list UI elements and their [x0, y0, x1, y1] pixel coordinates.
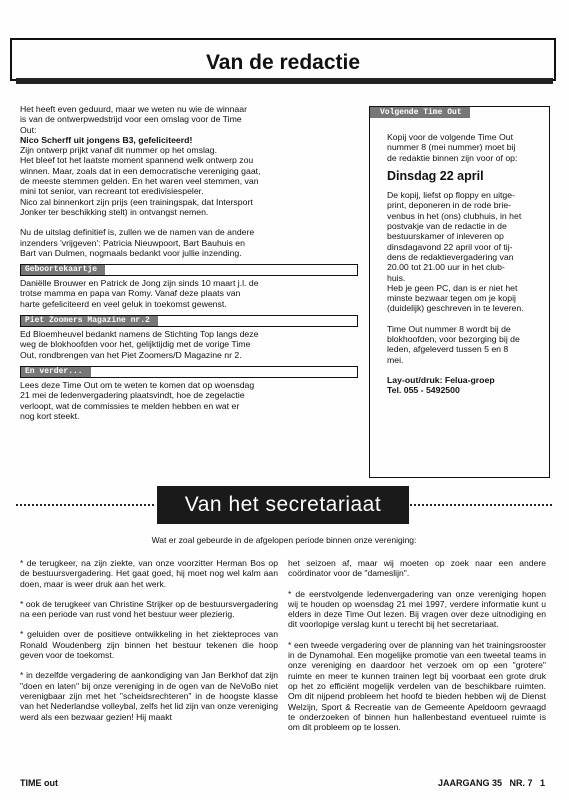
others-line: Bart van Dulmen, nogmaals bedankt voor jullie inzending.: [20, 247, 242, 258]
winner-line: mini tot senior, van recreant tot eredivisiespeler.: [20, 186, 204, 197]
winner-line: Nico zal binnenkort zijn prijs (een trainingspak, dat Intersport: [20, 196, 253, 207]
magazine-line: weg de blokhoofden voor het, gelijktijdig met de vorige Time: [20, 339, 251, 350]
sidebar-intro-line: nummer 8 (mei nummer) moet bij: [387, 142, 516, 153]
secretariat-intro: Wat er zoal gebeurde in de afgelopen periode binnen onze vereniging:: [151, 535, 417, 545]
section-title: Piet Zoomers Magazine nr.2: [21, 316, 158, 326]
secretariat-item: het seizoen af, maar wij moeten op zoek naar een andere coördinator voor de "dameslijn".: [288, 558, 546, 579]
others-line: Nu de uitslag definitief is, zullen we de namen van de andere: [20, 227, 255, 238]
kopij-line: dinsdagavond 22 april voor of tij-: [387, 241, 513, 252]
verder-line: Lees deze Time Out om te weten te komen dat op woensdag: [20, 379, 255, 390]
sidebar-intro-line: de redaktie binnen zijn voor of op:: [387, 152, 518, 163]
winner-line: de meeste stemmen gelden. En het waren veel stemmen, van: [20, 176, 259, 187]
secretariat-column-left: [20, 558, 278, 722]
intro-line: Out:: [20, 124, 37, 135]
birth-line: Daniëlle Brouwer en Patrick de Jong zijn sinds 10 maart j.l. de: [20, 278, 259, 289]
secretariat-item: * de eerstvolgende ledenvergadering van onze vereniging hopen wij te houden op woensdag 21 mei 1997, verdere informatie kunt u elders in deze Time Out lezen. Bij vragen over deze uitnodiging en dit voorlopige verslag kunt u terecht bij het secretariaat.: [288, 588, 546, 630]
birth-line: trotse mamma en papa van Romy. Vanaf deze plaats van: [20, 288, 241, 299]
footer-magazine-name: TIME out: [20, 778, 58, 788]
footer-issue-info: JAARGANG 35 NR. 7 1: [437, 778, 545, 788]
secretariat-item: * geluiden over de positieve ontwikkeling in het ziekteproces van Ronald Woudenberg zijn binnen het bestuur tekenen die hoop geven voor de toekomst.: [20, 629, 278, 661]
title-shadow-rule: [16, 78, 553, 84]
secretariat-column-right: [288, 558, 546, 732]
winner-line: winnen. Maar, zoals dat in een democratische vereniging gaat,: [20, 165, 261, 176]
kopij-line: De kopij, liefst op floppy en uitge-: [387, 190, 515, 201]
next-issue-line: blokhoofden, voor bezorging bij de: [387, 334, 520, 345]
banner-dotted-rule-left: [16, 504, 156, 506]
section-header-birth: [20, 264, 358, 276]
next-issue-box: [369, 106, 550, 478]
page-title: Van de redactie: [205, 51, 361, 74]
section-title: En verder...: [21, 367, 91, 377]
next-issue-line: mei.: [387, 354, 404, 365]
kopij-line: huis.: [387, 272, 406, 283]
sidebar-body: [387, 132, 545, 396]
winner-line: Zijn ontwerp prijkt vanaf dit nummer op het omslag.: [20, 145, 218, 156]
editorial-column: [20, 104, 358, 421]
secretariat-item: * ook de terugkeer van Christine Strijker op de bestuursvergadering na een periode van rust vond het bestuur weer plezierig.: [20, 598, 278, 620]
section-header-verder: [20, 366, 358, 378]
others-line: inzenders 'vrijgeven': Patricia Nieuwpoort, Bart Bauhuis en: [20, 237, 245, 248]
secretariat-item: * een tweede vergadering over de planning van het trainingsrooster in de Dynamohal. Een mogelijke promotie van een tweetal teams in onze vereniging en daardoor het verzoek om op een "grotere" ruimte en meer te kunnen trainen legt bij voorbaat een grote druk op het zo efficiënt mogelijk verdelen van de beschikbare ruimten. Om dit nijpend probleem het hoofd te bieden hebben wij de Dienst Welzijn, Sport & Recreatie van de Gemeente Apeldoorn gevraagd te onderzoeken of binnen hun hallenbestand eventueel ruimte is om dit probleem op te lossen.: [288, 639, 546, 733]
intro-line: Het heeft even geduurd, maar we weten nu wie de winnaar: [20, 104, 247, 114]
sidebar-title: Volgende Time Out: [370, 107, 470, 118]
kopij-line: postvakje van de redactie in de: [387, 221, 507, 232]
section-title: Geboortekaartje: [21, 265, 105, 275]
layout-credit: Lay-out/druk: Felua-groep: [387, 374, 495, 385]
banner-dotted-rule-right: [410, 504, 553, 506]
kopij-line: venbus in het (ons) clubhuis, in het: [387, 210, 522, 221]
kopij-line: minste bezwaar tegen om je kopij: [387, 293, 516, 304]
secretariat-item: * de terugkeer, na zijn ziekte, van onze voorzitter Herman Bos op de bestuursvergadering. Het gaat goed, hij moet nog wel kalm aan doen, maar is weer druk aan het werk.: [20, 558, 278, 589]
phone-number: Tel. 055 - 5492500: [387, 385, 460, 396]
kopij-line: bestuurskamer of inleveren op: [387, 231, 504, 242]
secretariat-item: * in dezelfde vergadering de aankondiging van Jan Berkhof dat zijn "doen en laten" bij onze vereniging in de ogen van de NeVoBo niet verenigbaar zijn met het "scheidsrechteren" in de hoogste klasse van het Nederlandse volleybal, zelfs het lid zijn van onze vereniging werd als een bezwaar gezien! Hij maakt: [20, 670, 278, 722]
sidebar-intro-line: Kopij voor de volgende Time Out: [387, 132, 514, 142]
deadline-date: Dinsdag 22 april: [387, 168, 484, 183]
magazine-line: Out, rondbrengen van het Piet Zoomers/D Magazine nr 2.: [20, 349, 242, 360]
birth-line: harte gefeliciteerd en veel geluk in toekomst gewenst.: [20, 298, 227, 309]
kopij-line: Heb je geen PC, dan is er niet het: [387, 282, 518, 293]
next-issue-line: leden, afgeleverd tussen 5 en 8: [387, 344, 509, 355]
winner-announcement: Nico Scherff uit jongens B3, gefeliciteerd!: [20, 134, 193, 145]
winner-line: Het bleef tot het laatste moment spannend welk ontwerp zou: [20, 155, 254, 166]
winner-line: Jonker ter beschikking stelt) in ontvangst nemen.: [20, 206, 209, 217]
next-issue-line: Time Out nummer 8 wordt bij de: [387, 323, 511, 334]
kopij-line: (duidelijk) geschreven in te leveren.: [387, 303, 524, 314]
kopij-line: dens de redaktievergadering van: [387, 251, 514, 262]
section-header-magazine: [20, 315, 358, 327]
kopij-line: 20.00 tot 21.00 uur in het club-: [387, 262, 505, 273]
secretariat-banner: Van het secretariaat: [157, 486, 409, 524]
kopij-line: print, deponeren in de rode brie-: [387, 200, 512, 211]
intro-line: is van de ontwerpwedstrijd voor een omslag voor de Time: [20, 114, 242, 125]
title-box: [10, 38, 556, 81]
sidebar-header: [370, 106, 549, 118]
magazine-line: Ed Bloemheuvel bedankt namens de Stichting Top langs deze: [20, 329, 259, 340]
verder-line: verloopt, wat de commissies te melden hebben en wat er: [20, 400, 240, 411]
verder-line: 21 mei de ledenvergadering plaatsvindt, hoe de zegelactie: [20, 390, 245, 401]
verder-line: nog kort steekt.: [20, 410, 80, 421]
